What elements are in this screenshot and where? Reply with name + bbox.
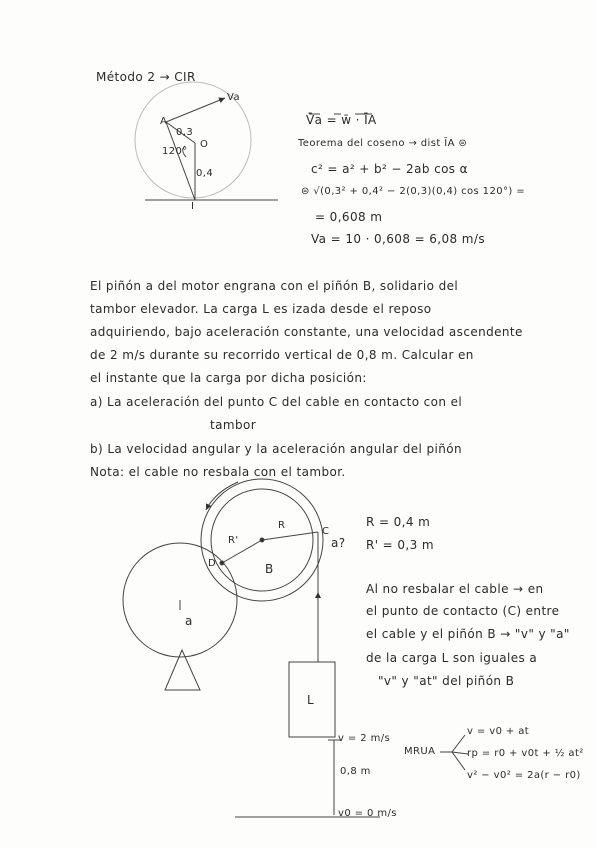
radius-r-value: R = 0,4 m xyxy=(366,515,431,529)
label-o: O xyxy=(200,139,209,150)
va-vector xyxy=(166,98,225,122)
eq-theorem: Teorema del coseno → dist ĪA ⊜ xyxy=(298,138,468,149)
label-l: L xyxy=(307,693,315,707)
explanation-line-1: Al no resbalar el cable → en xyxy=(366,582,544,596)
page-title: Método 2 → CIR xyxy=(96,70,196,84)
label-rp: R' xyxy=(228,535,239,546)
label-a-question: a? xyxy=(331,536,346,550)
label-c: C xyxy=(322,526,330,537)
label-i: I xyxy=(191,201,195,212)
label-r: R xyxy=(278,520,286,531)
label-r1: 0,3 xyxy=(176,127,194,138)
label-v0: v0 = 0 m/s xyxy=(338,808,397,819)
eq-va: V̄a = w̄ · ĪA xyxy=(306,113,377,127)
point-d xyxy=(220,561,224,565)
explanation-line-4: de la carga L son iguales a xyxy=(366,651,538,665)
mrua-eq-1: v = v0 + at xyxy=(467,726,530,737)
mrua-label: MRUA xyxy=(404,746,436,757)
mrua-eq-3: v² − v0² = 2a(r − r0) xyxy=(467,770,581,781)
problem-part-a-1: a) La aceleración del punto C del cable en contacto con el xyxy=(90,395,463,409)
label-a-top: A xyxy=(160,116,168,127)
problem-line-3: adquiriendo, bajo aceleración constante, una velocidad ascendente xyxy=(90,325,523,339)
problem-part-b: b) La velocidad angular y la aceleración angular del piñón xyxy=(90,442,462,456)
problem-line-1: El piñón a del motor engrana con el piñón B, solidario del xyxy=(90,279,459,293)
label-v: v = 2 m/s xyxy=(338,733,391,744)
eq-va-result: Va = 10 · 0,608 = 6,08 m/s xyxy=(311,232,485,246)
center-b xyxy=(260,538,264,542)
label-d: D xyxy=(208,558,217,569)
explanation-line-5: "v" y "at" del piñón B xyxy=(378,674,515,688)
problem-line-4: de 2 m/s durante su recorrido vertical de 0,8 m. Calcular en xyxy=(90,348,474,362)
radius-rp-value: R' = 0,3 m xyxy=(366,538,434,552)
label-angle: 120° xyxy=(162,146,188,157)
radius-r xyxy=(262,532,318,540)
label-va: Va xyxy=(227,92,240,103)
problem-part-a-2: tambor xyxy=(210,418,257,432)
mrua-eq-2: rp = r0 + v0t + ½ at² xyxy=(467,748,584,759)
eq-calc: ⊜ √(0,3² + 0,4² − 2(0,3)(0,4) cos 120°) = xyxy=(301,186,526,197)
label-r2: 0,4 xyxy=(196,168,214,179)
eq-law: c² = a² + b² − 2ab cos α xyxy=(311,162,468,176)
problem-line-5: el instante que la carga por dicha posición: xyxy=(90,371,367,385)
problem-note: Nota: el cable no resbala con el tambor. xyxy=(90,465,346,479)
explanation-line-2: el punto de contacto (C) entre xyxy=(366,604,560,618)
eq-result: = 0,608 m xyxy=(315,210,383,224)
problem-line-2: tambor elevador. La carga L es izada desde el reposo xyxy=(90,302,432,316)
explanation-line-3: el cable y el piñón B → "v" y "a" xyxy=(366,627,570,641)
mrua-brace xyxy=(440,735,468,770)
label-b: B xyxy=(265,562,274,576)
label-a-pinion: a xyxy=(185,614,193,628)
label-dist: 0,8 m xyxy=(340,766,371,777)
